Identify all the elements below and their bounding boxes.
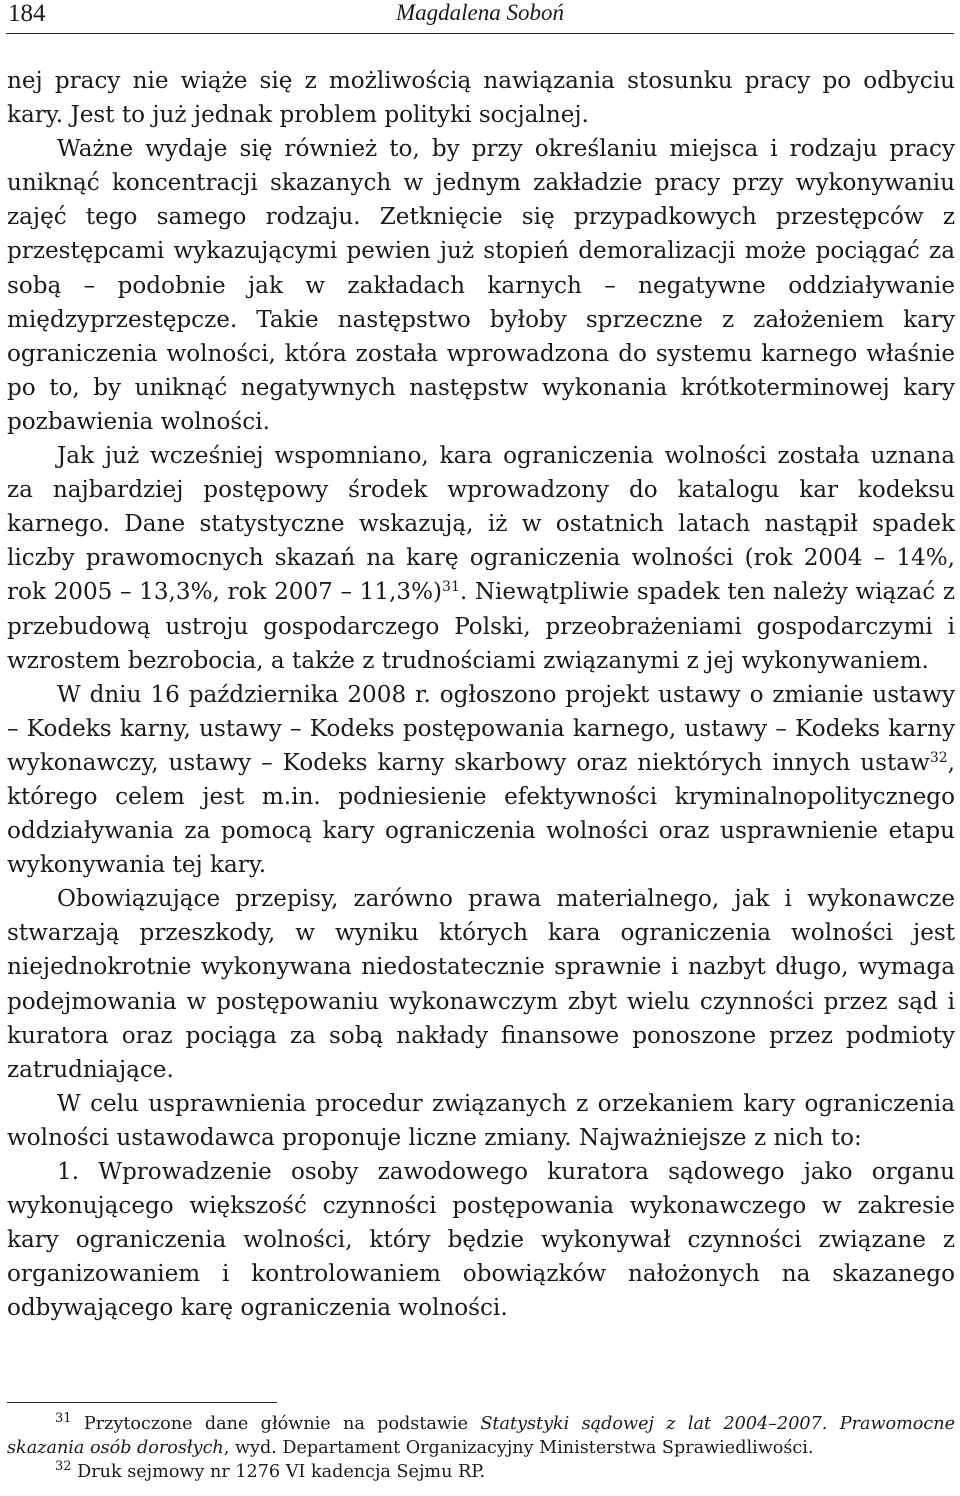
footnote-number: 31 [55, 1411, 72, 1426]
paragraph-changes-intro: W celu usprawnienia procedur związanych z orzekaniem kary ograniczenia wolności ustawodawca proponuje liczne zmiany. Najważniejsze z nich to: [7, 1090, 955, 1151]
footnote-31 [7, 1412, 955, 1460]
page-number: 184 [8, 0, 46, 27]
footnote-text: , wyd. Departament Organizacyjny Ministerstwa Sprawiedliwości. [223, 1438, 814, 1458]
footnote-ref-32[interactable]: 32 [929, 749, 948, 766]
paragraph-work-placement: Ważne wydaje się również to, by przy określaniu miejsca i rodzaju pracy uniknąć koncentracji skazanych w jednym zakładzie pracy przy wykonywaniu zajęć tego samego rodzaju. Zetknięcie się przypadkowych przestępców z przestępcami wykazującymi pewien już stopień demoralizacji może pociągać za sobą – podobnie jak w zakładach karnych – negatywne oddziaływanie międzyprzestępcze. Takie następstwo byłoby sprzeczne z założeniem kary ograniczenia wolności, która została wprowadzona do systemu karnego właśnie po to, by uniknąć negatywnych następstw wykonania krótkoterminowej kary pozbawienia wolności. [7, 136, 955, 435]
footnote-divider [7, 1402, 277, 1403]
footnotes [7, 1412, 955, 1484]
paragraph-text: W dniu 16 października 2008 r. ogłoszono projekt ustawy o zmianie ustawy – Kodeks karny, ustawy – Kodeks postępowania karnego, ustawy – Kodeks karny wykonawczy, ustawy – Kodeks karny skarbowy oraz niektórych innych ustaw [7, 681, 955, 776]
paragraph-statistics [7, 439, 955, 678]
page-header [6, 0, 954, 34]
footnote-32 [7, 1460, 955, 1484]
paragraph-text: , którego celem jest m.in. podniesienie efektywności kryminalnopolitycznego oddziaływania za pomocą kary ograniczenia wolności oraz usprawnienie etapu wykonywania tej kary. [7, 749, 955, 879]
footnote-text: Druk sejmowy nr 1276 VI kadencja Sejmu RP. [77, 1462, 486, 1482]
footnote-source-title: Statystyki sądowej z lat 2004–2007. Prawomocne skazania osób dorosłych [7, 1414, 955, 1458]
body-text [7, 64, 955, 1325]
paragraph-change-1: 1. Wprowadzenie osoby zawodowego kuratora sądowego jako organu wykonującego większość czynności postępowania wykonawczego w zakresie kary ograniczenia wolności, który będzie wykonywał czynności związane z organizowaniem i kontrolowaniem obowiązków nałożonych na skazanego odbywającego karę ograniczenia wolności. [7, 1159, 955, 1322]
running-head-author: Magdalena Soboń [395, 0, 564, 25]
paragraph-bill-project [7, 678, 955, 883]
paragraph-text: Jak już wcześniej wspomniano, kara ograniczenia wolności została uznana za najbardziej postępowy środek wprowadzony do katalogu kar kodeksu karnego. Dane statystyczne wskazują, iż w ostatnich latach nastąpił spadek liczby prawomocnych skazań na karę ograniczenia wolności (rok 2004 – 14%, rok 2005 – 13,3%, rok 2007 – 11,3%) [7, 443, 955, 606]
paragraph-continuation: nej pracy nie wiąże się z możliwością nawiązania stosunku pracy po odbyciu kary. Jest to już jednak problem polityki socjalnej. [7, 68, 955, 129]
paragraph-obstacles: Obowiązujące przepisy, zarówno prawa materialnego, jak i wykonawcze stwarzają przeszkody, w wyniku których kara ograniczenia wolności jest niejednokrotnie wykonywana niedostatecznie sprawnie i nazbyt długo, wymaga podejmowania w postępowaniu wykonawczym zbyt wielu czynności przez sąd i kuratora oraz pociąga za sobą nakłady finansowe ponoszone przez podmioty zatrudniające. [7, 886, 955, 1083]
footnote-text: Przytoczone dane głównie na podstawie [83, 1414, 481, 1434]
paragraph-text: . Niewątpliwie spadek ten należy wiązać z przebudową ustroju gospodarczego Polski, przeobrażeniami gospodarczymi i wzrostem bezrobocia, a także z trudnościami związanymi z jej wykonywaniem. [7, 579, 955, 674]
footnote-ref-31[interactable]: 31 [442, 579, 460, 596]
footnote-number: 32 [55, 1459, 72, 1474]
